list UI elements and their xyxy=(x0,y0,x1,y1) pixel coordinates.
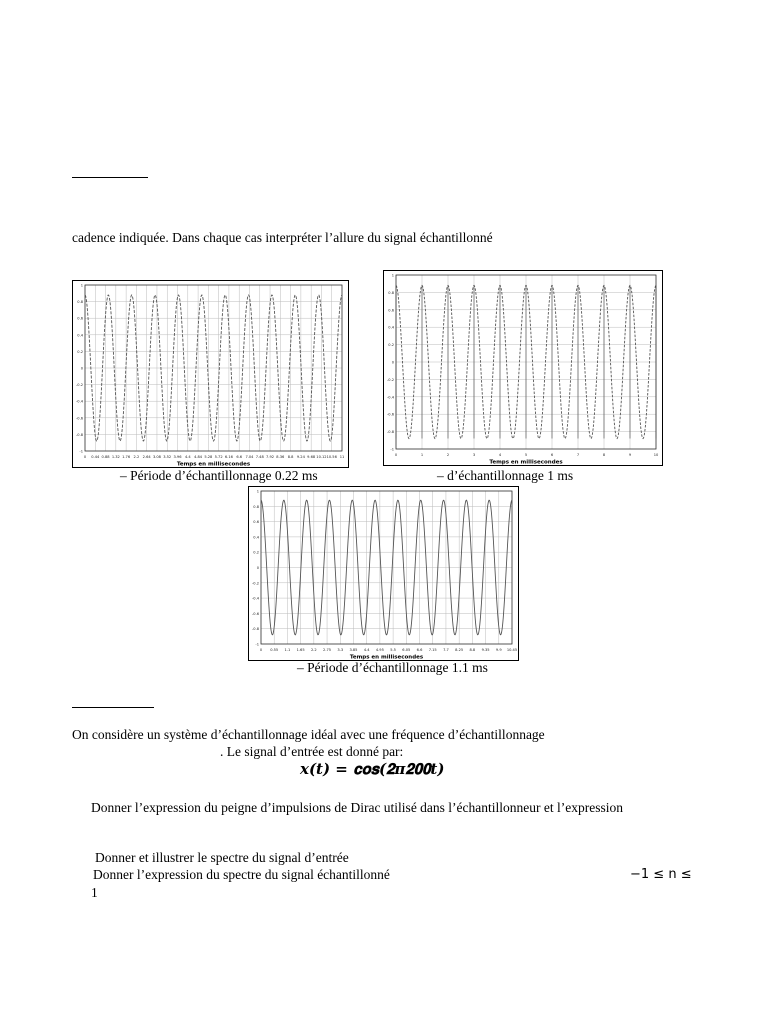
n-range-end: 1 xyxy=(91,885,98,900)
y-tick-label: -1 xyxy=(79,449,83,454)
x-tick-label: 11 xyxy=(339,455,345,459)
y-tick-label: 0.4 xyxy=(253,535,259,540)
x-tick-label: 9 xyxy=(628,453,632,457)
x-tick-label: 4.84 xyxy=(194,455,203,459)
figure-3-plot xyxy=(249,487,518,660)
x-tick-label: 1 xyxy=(420,453,424,457)
y-tick-label: 0.8 xyxy=(388,290,394,295)
x-tick-label: 1.65 xyxy=(296,648,305,652)
x-tick-label: 8.8 xyxy=(469,648,476,652)
x-tick-label: 5.72 xyxy=(214,455,223,459)
x-tick-label: 6.6 xyxy=(236,455,243,459)
y-tick-label: 1 xyxy=(256,489,259,494)
exercise-intro-line2: . Le signal d’entrée est donné par: xyxy=(220,744,404,759)
x-tick-label: 4.95 xyxy=(375,648,384,652)
x-tick-label: 10.12 xyxy=(316,455,327,459)
x-tick-label: 7.15 xyxy=(428,648,437,652)
x-tick-label: 4.4 xyxy=(184,455,191,459)
x-tick-label: 7 xyxy=(576,453,580,457)
x-tick-label: 6.05 xyxy=(402,648,411,652)
x-tick-label: 6.16 xyxy=(224,455,233,459)
x-tick-label: 10.56 xyxy=(326,455,337,459)
signal-formula: 𝒙(𝒕) = 𝐜𝐨𝐬(𝟐𝝅𝟐𝟎𝟎𝒕) xyxy=(300,760,445,778)
x-axis-label: Temps en millisecondes xyxy=(349,654,424,660)
figure-3-caption: – Période d’échantillonnage 1.1 ms xyxy=(297,660,488,675)
x-tick-label: 2.75 xyxy=(323,648,332,652)
x-tick-label: 3 xyxy=(472,453,476,457)
figure-3 xyxy=(248,486,519,661)
y-tick-label: 0.8 xyxy=(253,504,259,509)
x-tick-label: 0 xyxy=(394,453,398,457)
y-tick-label: 1 xyxy=(80,283,83,288)
y-tick-label: -0.6 xyxy=(75,416,83,421)
n-range: −1 ≤ n ≤ xyxy=(630,867,692,882)
x-tick-label: 8 xyxy=(602,453,606,457)
x-tick-label: 4.4 xyxy=(363,648,370,652)
y-tick-label: 0.6 xyxy=(388,308,394,313)
y-tick-label: 0.6 xyxy=(77,316,83,321)
y-tick-label: -0.6 xyxy=(386,412,394,417)
y-tick-label: 0.8 xyxy=(77,300,83,305)
x-tick-label: 1.1 xyxy=(284,648,291,652)
x-tick-label: 3.52 xyxy=(163,455,172,459)
question-dirac-comb: Donner l’expression du peigne d’impulsions de Dirac utilisé dans l’échantillonneur et l’expression xyxy=(91,800,623,815)
x-tick-label: 10 xyxy=(653,453,659,457)
exercise-intro-line1: On considère un système d’échantillonnage idéal avec une fréquence d’échantillonnage xyxy=(72,727,545,742)
x-tick-label: 0.88 xyxy=(101,455,110,459)
x-tick-label: 5.28 xyxy=(204,455,213,459)
y-tick-label: -0.8 xyxy=(75,432,83,437)
x-tick-label: 7.92 xyxy=(266,455,275,459)
question-input-spectrum: Donner et illustrer le spectre du signal d’entrée xyxy=(95,850,349,865)
y-tick-label: 0.4 xyxy=(388,325,394,330)
y-tick-label: -1 xyxy=(255,642,259,647)
y-tick-label: 0.2 xyxy=(77,349,83,354)
x-tick-label: 1.76 xyxy=(122,455,131,459)
x-tick-label: 7.04 xyxy=(245,455,254,459)
y-tick-label: 0 xyxy=(256,566,259,570)
x-tick-label: 0.55 xyxy=(270,648,279,652)
x-tick-label: 2.2 xyxy=(133,455,140,459)
y-tick-label: -0.8 xyxy=(386,430,394,435)
x-tick-label: 10.45 xyxy=(506,648,518,652)
x-tick-label: 5.5 xyxy=(390,648,396,652)
figure-2-caption: – d’échantillonnage 1 ms xyxy=(437,468,574,483)
x-tick-label: 9.24 xyxy=(296,455,305,459)
figure-1 xyxy=(72,280,349,468)
y-tick-label: -0.6 xyxy=(251,611,259,616)
figure-2-plot xyxy=(384,271,662,465)
x-tick-label: 9.68 xyxy=(307,455,316,459)
y-tick-label: 1 xyxy=(391,273,394,278)
y-tick-label: -0.2 xyxy=(386,377,394,382)
question-sampled-spectrum: Donner l’expression du spectre du signal échantillonné xyxy=(93,867,390,882)
section-heading-rule-2 xyxy=(72,707,154,708)
x-tick-label: 6.6 xyxy=(416,648,423,652)
x-tick-label: 2.64 xyxy=(142,455,151,459)
x-tick-label: 0.44 xyxy=(91,455,100,459)
y-tick-label: 0.6 xyxy=(253,520,259,525)
x-tick-label: 8.25 xyxy=(455,648,464,652)
x-tick-label: 5 xyxy=(524,453,528,457)
y-tick-label: -0.4 xyxy=(75,399,83,404)
x-tick-label: 9.9 xyxy=(495,648,502,652)
y-tick-label: -0.2 xyxy=(251,581,259,586)
y-tick-label: 0.4 xyxy=(77,333,83,338)
x-tick-label: 2.2 xyxy=(310,648,317,652)
x-tick-label: 7.7 xyxy=(443,648,449,652)
x-tick-label: 8.8 xyxy=(287,455,294,459)
x-tick-label: 1.32 xyxy=(111,455,120,459)
x-axis-label: Temps en millisecondes xyxy=(176,461,251,467)
y-tick-label: 0.2 xyxy=(388,343,394,348)
figure-2 xyxy=(383,270,663,466)
y-tick-label: -0.4 xyxy=(386,395,394,400)
section-heading-rule-1 xyxy=(72,177,148,178)
x-tick-label: 0 xyxy=(259,648,263,652)
y-tick-label: -0.4 xyxy=(251,596,259,601)
x-tick-label: 6 xyxy=(550,453,554,457)
x-tick-label: 0 xyxy=(83,455,87,459)
y-tick-label: 0 xyxy=(391,360,394,365)
x-tick-label: 3.96 xyxy=(173,455,182,459)
y-tick-label: -0.8 xyxy=(251,627,259,632)
y-tick-label: -0.2 xyxy=(75,383,83,388)
y-tick-label: -1 xyxy=(390,447,394,452)
x-tick-label: 3.08 xyxy=(152,455,161,459)
x-tick-label: 4 xyxy=(498,453,502,457)
x-axis-label: Temps en millisecondes xyxy=(489,459,563,465)
x-tick-label: 7.48 xyxy=(255,455,264,459)
x-tick-label: 9.35 xyxy=(481,648,490,652)
y-tick-label: 0.2 xyxy=(253,550,259,555)
y-tick-label: 0 xyxy=(80,366,83,371)
x-tick-label: 3.85 xyxy=(349,648,358,652)
intro-text: cadence indiquée. Dans chaque cas interpréter l’allure du signal échantillonné xyxy=(72,230,493,245)
figure-1-caption: – Période d’échantillonnage 0.22 ms xyxy=(120,468,318,483)
x-tick-label: 2 xyxy=(446,453,450,457)
x-tick-label: 3.3 xyxy=(337,648,344,652)
figure-1-plot xyxy=(73,281,348,467)
x-tick-label: 8.36 xyxy=(276,455,285,459)
